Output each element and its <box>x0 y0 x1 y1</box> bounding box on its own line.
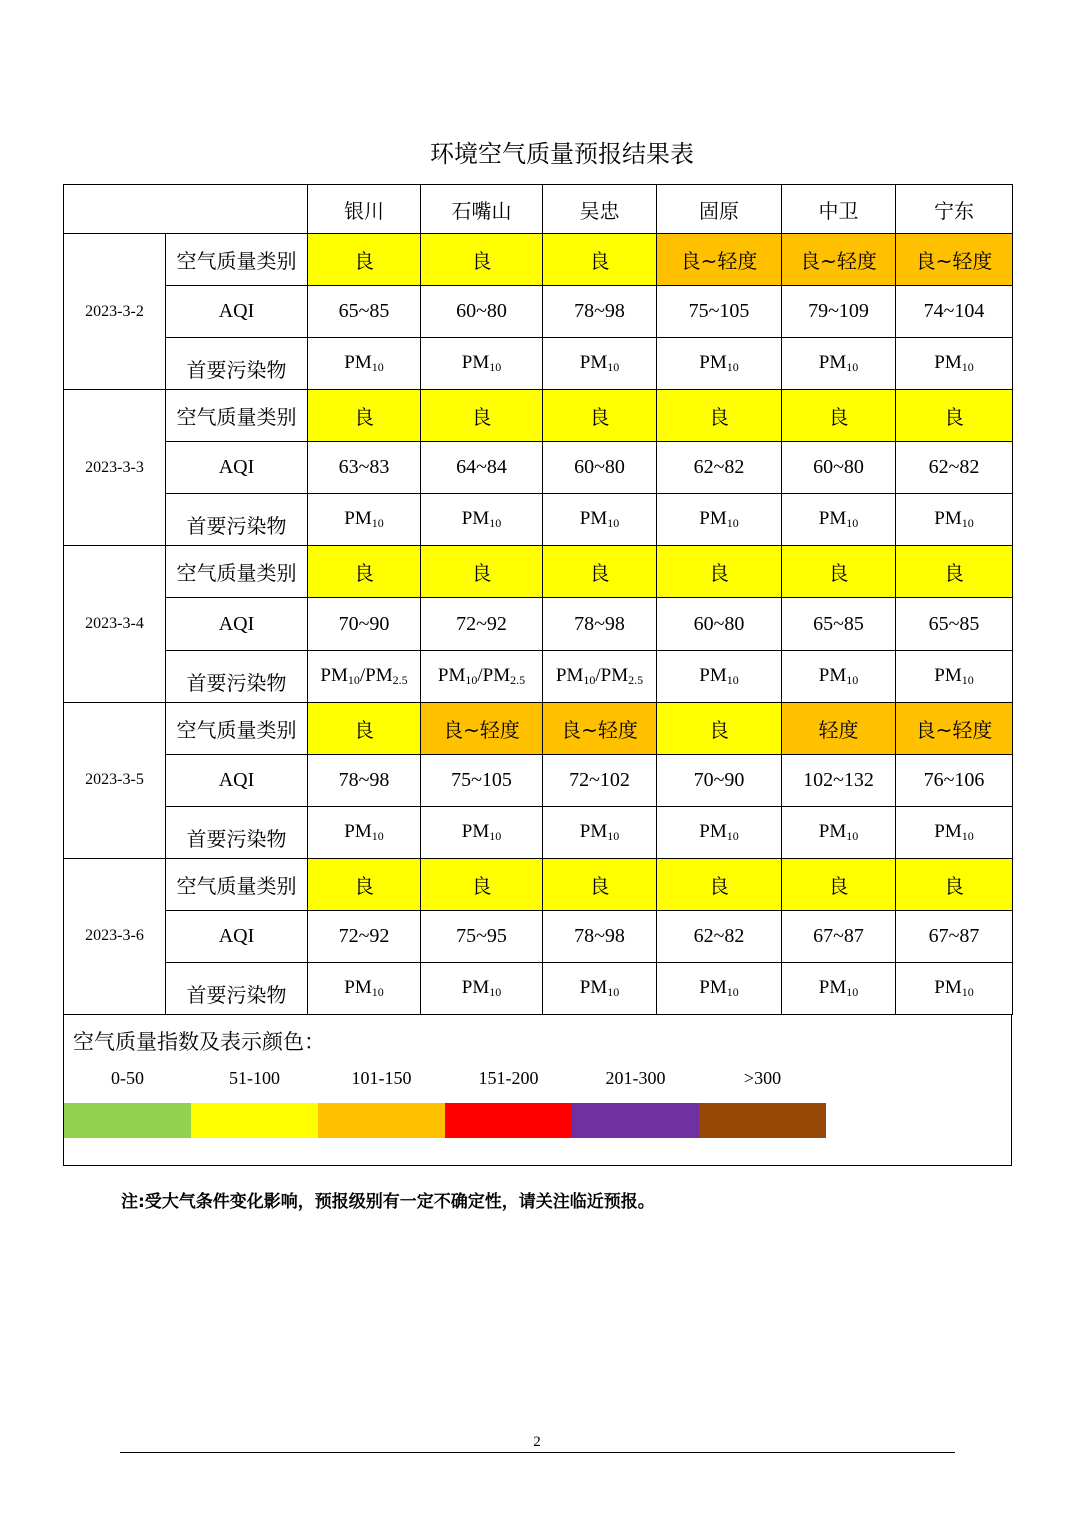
pollutant-subscript: 10 <box>583 672 596 687</box>
aqi-cell: 78~98 <box>543 286 657 338</box>
legend-range-label: 151-200 <box>478 1068 539 1088</box>
pollutant-name: PM <box>934 508 962 530</box>
pollutant-subscript: 10 <box>607 516 620 531</box>
aqi-cell: 72~102 <box>543 754 657 806</box>
category-cell: 良~轻度 <box>782 234 896 286</box>
aqi-cell: 74~104 <box>896 286 1013 338</box>
aqi-cell: 65~85 <box>896 598 1013 650</box>
row-label-category: 空气质量类别 <box>166 702 308 754</box>
day-aqi-row <box>64 910 1013 962</box>
pollutant-subscript: 10 <box>726 516 739 531</box>
pollutant-subscript: 10 <box>846 360 859 375</box>
pollutant-subscript: 10 <box>961 360 974 375</box>
legend-title: 空气质量指数及表示颜色： <box>73 1030 325 1054</box>
aqi-cell: 62~82 <box>657 442 782 494</box>
aqi-cell: 75~105 <box>421 754 543 806</box>
header-row <box>64 185 1013 234</box>
date-cell: 2023-3-4 <box>64 546 166 702</box>
pollutant-subscript: 10 <box>607 360 620 375</box>
aqi-cell: 63~83 <box>308 442 421 494</box>
page-number: 2 <box>533 1434 541 1450</box>
aqi-cell: 62~82 <box>657 910 782 962</box>
pollutant-name: PM <box>461 820 490 842</box>
pollutant-name: PM <box>579 508 608 530</box>
pollutant-name: PM <box>579 976 608 998</box>
category-cell: 良 <box>657 858 782 910</box>
pollutant-name: PM <box>934 352 962 374</box>
pollutant-name: /PM <box>359 664 393 686</box>
pollutant-subscript: 2.5 <box>628 672 644 687</box>
pollutant-name: PM <box>320 664 348 686</box>
pollutant-name: PM <box>699 820 727 842</box>
legend-range-label: 0-50 <box>111 1068 144 1088</box>
pollutant-subscript: 2.5 <box>392 672 408 687</box>
row-label-pollutant: 首要污染物 <box>166 338 308 390</box>
pollutant-subscript: 10 <box>371 828 384 843</box>
pollutant-subscript: 10 <box>846 984 859 999</box>
row-label-aqi: AQI <box>166 286 308 338</box>
pollutant-cell <box>657 806 782 858</box>
pollutant-name: PM <box>818 976 847 998</box>
aqi-cell: 67~87 <box>896 910 1013 962</box>
pollutant-cell <box>543 962 657 1014</box>
category-cell: 良 <box>657 390 782 442</box>
pollutant-name: PM <box>934 976 962 998</box>
pollutant-subscript: 10 <box>489 360 502 375</box>
forecast-table-body <box>64 185 1013 1015</box>
aqi-cell: 79~109 <box>782 286 896 338</box>
pollutant-cell <box>421 806 543 858</box>
day-category-row <box>64 546 1013 598</box>
category-cell: 良 <box>421 546 543 598</box>
date-cell: 2023-3-5 <box>64 702 166 858</box>
city-header: 中卫 <box>782 185 896 234</box>
row-label-aqi: AQI <box>166 910 308 962</box>
category-cell: 良 <box>543 390 657 442</box>
pollutant-cell <box>543 494 657 546</box>
pollutant-name: PM <box>699 976 727 998</box>
category-cell: 良 <box>308 390 421 442</box>
row-label-pollutant: 首要污染物 <box>166 650 308 702</box>
aqi-cell: 76~106 <box>896 754 1013 806</box>
row-label-pollutant: 首要污染物 <box>166 494 308 546</box>
day-category-row <box>64 858 1013 910</box>
aqi-cell: 72~92 <box>308 910 421 962</box>
day-aqi-row <box>64 442 1013 494</box>
pollutant-cell <box>308 494 421 546</box>
legend-range-label: >300 <box>743 1068 782 1088</box>
city-header: 银川 <box>308 185 421 234</box>
pollutant-name: /PM <box>595 664 629 686</box>
pollutant-name: PM <box>579 820 608 842</box>
pollutant-subscript: 10 <box>371 516 384 531</box>
pollutant-subscript: 10 <box>607 828 620 843</box>
aqi-cell: 62~82 <box>896 442 1013 494</box>
category-cell: 良 <box>308 702 421 754</box>
city-header: 吴忠 <box>543 185 657 234</box>
aqi-cell: 70~90 <box>657 754 782 806</box>
aqi-color-legend <box>63 1014 1012 1166</box>
category-cell: 良 <box>782 390 896 442</box>
pollutant-subscript: 10 <box>347 672 360 687</box>
pollutant-cell <box>782 806 896 858</box>
category-cell: 良 <box>421 858 543 910</box>
category-cell: 良 <box>657 702 782 754</box>
forecast-table <box>63 184 1013 1015</box>
pollutant-name: PM <box>579 352 608 374</box>
aqi-cell: 102~132 <box>782 754 896 806</box>
category-cell: 良 <box>308 234 421 286</box>
legend-range-label: 51-100 <box>229 1068 280 1088</box>
row-label-aqi: AQI <box>166 754 308 806</box>
pollutant-name: /PM <box>477 664 511 686</box>
legend-color-swatch <box>445 1103 572 1138</box>
aqi-cell: 72~92 <box>421 598 543 650</box>
pollutant-cell <box>421 494 543 546</box>
aqi-cell: 75~95 <box>421 910 543 962</box>
pollutant-cell <box>896 962 1013 1014</box>
category-cell: 良 <box>782 858 896 910</box>
day-pollutant-row <box>64 806 1013 858</box>
aqi-cell: 78~98 <box>543 910 657 962</box>
category-cell: 良 <box>308 546 421 598</box>
pollutant-cell <box>657 650 782 702</box>
legend-color-swatch <box>699 1103 826 1138</box>
pollutant-subscript: 10 <box>961 516 974 531</box>
pollutant-cell <box>543 650 657 702</box>
category-cell: 良 <box>421 390 543 442</box>
pollutant-cell <box>896 338 1013 390</box>
category-cell: 良 <box>782 546 896 598</box>
pollutant-cell <box>782 650 896 702</box>
category-cell: 良 <box>308 858 421 910</box>
date-cell: 2023-3-2 <box>64 234 166 390</box>
pollutant-cell <box>543 806 657 858</box>
pollutant-cell <box>421 338 543 390</box>
city-header: 固原 <box>657 185 782 234</box>
aqi-cell: 60~80 <box>543 442 657 494</box>
pollutant-subscript: 10 <box>371 984 384 999</box>
row-label-category: 空气质量类别 <box>166 546 308 598</box>
category-cell: 良~轻度 <box>543 702 657 754</box>
pollutant-name: PM <box>461 976 490 998</box>
pollutant-name: PM <box>344 352 372 374</box>
pollutant-name: PM <box>699 352 727 374</box>
day-category-row <box>64 234 1013 286</box>
pollutant-subscript: 10 <box>846 828 859 843</box>
row-label-pollutant: 首要污染物 <box>166 962 308 1014</box>
pollutant-name: PM <box>934 664 962 686</box>
pollutant-cell <box>308 962 421 1014</box>
legend-color-swatch <box>191 1103 318 1138</box>
day-category-row <box>64 390 1013 442</box>
pollutant-name: PM <box>461 352 490 374</box>
pollutant-name: PM <box>818 664 847 686</box>
category-cell: 良 <box>421 234 543 286</box>
row-label-category: 空气质量类别 <box>166 234 308 286</box>
aqi-cell: 65~85 <box>308 286 421 338</box>
category-cell: 良 <box>543 546 657 598</box>
legend-color-swatch <box>64 1103 191 1138</box>
pollutant-cell <box>657 338 782 390</box>
aqi-cell: 60~80 <box>782 442 896 494</box>
pollutant-subscript: 10 <box>607 984 620 999</box>
aqi-cell: 70~90 <box>308 598 421 650</box>
pollutant-subscript: 10 <box>726 672 739 687</box>
forecast-note: 注:受大气条件变化影响，预报级别有一定不确定性，请关注临近预报。 <box>121 1192 655 1212</box>
row-label-aqi: AQI <box>166 442 308 494</box>
pollutant-cell <box>896 650 1013 702</box>
page-title: 环境空气质量预报结果表 <box>430 140 694 168</box>
legend-color-swatch <box>318 1103 445 1138</box>
pollutant-name: PM <box>818 508 847 530</box>
pollutant-subscript: 10 <box>489 984 502 999</box>
pollutant-cell <box>657 962 782 1014</box>
category-cell: 良 <box>896 390 1013 442</box>
day-category-row <box>64 702 1013 754</box>
legend-color-swatch <box>572 1103 699 1138</box>
pollutant-subscript: 2.5 <box>510 672 526 687</box>
category-cell: 良~轻度 <box>896 702 1013 754</box>
day-pollutant-row <box>64 962 1013 1014</box>
pollutant-subscript: 10 <box>489 828 502 843</box>
pollutant-name: PM <box>344 508 372 530</box>
row-label-aqi: AQI <box>166 598 308 650</box>
pollutant-subscript: 10 <box>961 672 974 687</box>
pollutant-subscript: 10 <box>489 516 502 531</box>
pollutant-subscript: 10 <box>846 672 859 687</box>
date-cell: 2023-3-6 <box>64 858 166 1014</box>
category-cell: 良 <box>896 858 1013 910</box>
aqi-cell: 75~105 <box>657 286 782 338</box>
aqi-cell: 78~98 <box>308 754 421 806</box>
aqi-cell: 67~87 <box>782 910 896 962</box>
aqi-cell: 60~80 <box>421 286 543 338</box>
category-cell: 良 <box>543 858 657 910</box>
pollutant-cell <box>896 494 1013 546</box>
pollutant-cell <box>782 494 896 546</box>
row-label-pollutant: 首要污染物 <box>166 806 308 858</box>
city-header: 宁东 <box>896 185 1013 234</box>
pollutant-subscript: 10 <box>726 984 739 999</box>
pollutant-name: PM <box>461 508 490 530</box>
pollutant-cell <box>896 806 1013 858</box>
pollutant-subscript: 10 <box>726 828 739 843</box>
pollutant-cell <box>421 650 543 702</box>
pollutant-name: PM <box>699 664 727 686</box>
aqi-cell: 60~80 <box>657 598 782 650</box>
pollutant-cell <box>308 338 421 390</box>
pollutant-cell <box>782 338 896 390</box>
day-aqi-row <box>64 286 1013 338</box>
pollutant-subscript: 10 <box>371 360 384 375</box>
pollutant-name: PM <box>555 664 584 686</box>
category-cell: 轻度 <box>782 702 896 754</box>
pollutant-name: PM <box>699 508 727 530</box>
row-label-category: 空气质量类别 <box>166 390 308 442</box>
pollutant-name: PM <box>818 820 847 842</box>
day-pollutant-row <box>64 338 1013 390</box>
pollutant-subscript: 10 <box>961 984 974 999</box>
category-cell: 良 <box>543 234 657 286</box>
day-aqi-row <box>64 598 1013 650</box>
day-pollutant-row <box>64 494 1013 546</box>
pollutant-name: PM <box>437 664 466 686</box>
footer-rule <box>120 1452 955 1453</box>
pollutant-cell <box>782 962 896 1014</box>
pollutant-subscript: 10 <box>846 516 859 531</box>
category-cell: 良~轻度 <box>421 702 543 754</box>
legend-range-label: 201-300 <box>605 1068 666 1088</box>
pollutant-subscript: 10 <box>465 672 478 687</box>
pollutant-name: PM <box>344 820 372 842</box>
day-aqi-row <box>64 754 1013 806</box>
pollutant-cell <box>543 338 657 390</box>
category-cell: 良 <box>896 546 1013 598</box>
category-cell: 良 <box>657 546 782 598</box>
aqi-cell: 65~85 <box>782 598 896 650</box>
pollutant-cell <box>421 962 543 1014</box>
date-cell: 2023-3-3 <box>64 390 166 546</box>
pollutant-cell <box>308 650 421 702</box>
city-header: 石嘴山 <box>421 185 543 234</box>
header-corner-cell <box>64 185 308 234</box>
pollutant-name: PM <box>344 976 372 998</box>
category-cell: 良~轻度 <box>896 234 1013 286</box>
row-label-category: 空气质量类别 <box>166 858 308 910</box>
pollutant-cell <box>308 806 421 858</box>
aqi-cell: 78~98 <box>543 598 657 650</box>
category-cell: 良~轻度 <box>657 234 782 286</box>
pollutant-subscript: 10 <box>726 360 739 375</box>
pollutant-name: PM <box>818 352 847 374</box>
day-pollutant-row <box>64 650 1013 702</box>
pollutant-cell <box>657 494 782 546</box>
pollutant-name: PM <box>934 820 962 842</box>
legend-range-label: 101-150 <box>351 1068 412 1088</box>
aqi-cell: 64~84 <box>421 442 543 494</box>
pollutant-subscript: 10 <box>961 828 974 843</box>
